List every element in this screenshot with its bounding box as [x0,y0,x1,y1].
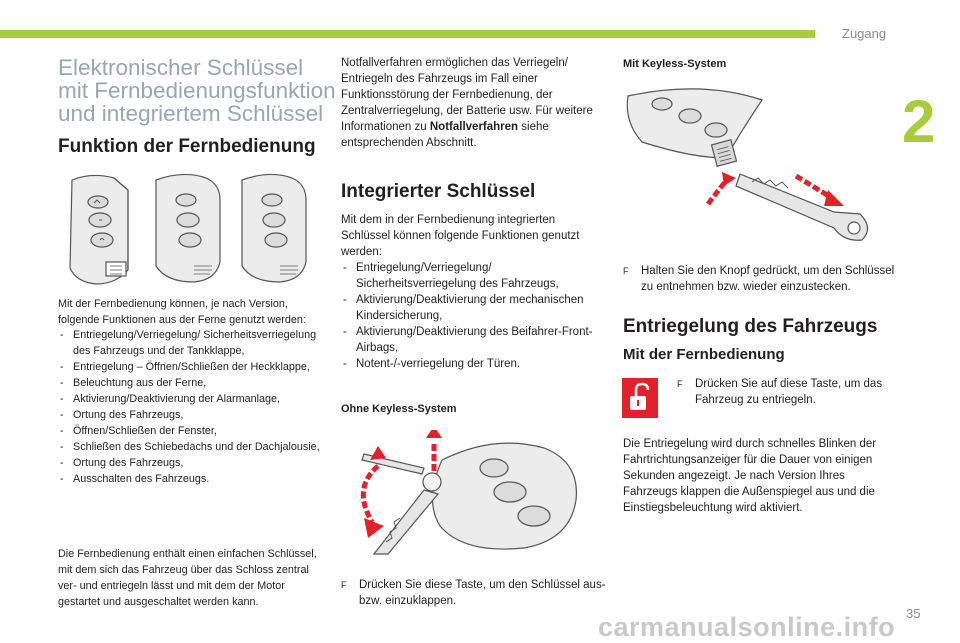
step-keyless-text: Halten Sie den Knopf gedrückt, um den Schlüssel zu entnehmen bzw. wieder einzustecken. [641,265,895,293]
title-line-3: und integriertem Schlüssel [58,101,324,126]
page-title [58,55,336,126]
list-item: - Beleuchtung aus der Ferne, [58,375,323,391]
emergency-info-text [341,55,603,151]
step-unlock-text: Drücken Sie auf diese Taste, um das Fahrzeug zu entriegeln. [695,378,883,406]
unlock-padlock-icon [622,378,658,418]
section-label: Zugang [842,26,887,41]
list-item: - Ortung des Fahrzeugs, [58,455,323,471]
checkbox-glyph-icon: F [341,580,347,590]
unlock-button-symbol [622,378,658,418]
heading-no-keyless: Ohne Keyless-System [341,403,457,415]
list-item: - Aktivierung/Deaktivierung der mechanischen Kindersicherung, [341,292,603,324]
heading-keyless: Mit Keyless-System [623,58,727,70]
emergency-info-a: Notfallverfahren ermöglichen das Verriegeln/ Entriegeln des Fahrzeugs im Fall einer Funktionsstörung der Fernbedienung, der Zentralverriegelung, der Batterie usw. Für weitere Informationen zu [341,57,593,133]
remote-keys-illustration [56,170,318,288]
list-item: - Öffnen/Schließen der Fenster, [58,423,323,439]
list-item: - Schließen des Schiebedachs und der Dachjalousie, [58,439,323,455]
emergency-info-b: siehe entsprechenden Abschnitt. [341,121,549,149]
remote-outro-text: Die Fernbedienung enthält einen einfachen Schlüssel, mit dem sich das Fahrzeug über das Schloss zentral ver- und entriegeln lässt und mit dem der Motor gestartet und ausgeschaltet werden kann. [58,548,317,608]
heading-unlock-vehicle: Entriegelung des Fahrzeugs [623,316,878,337]
watermark: carmanualsonline.info [598,612,896,642]
list-item: - Ausschalten des Fahrzeugs. [58,471,323,487]
unlock-info-text: Die Entriegelung wird durch schnelles Blinken der Fahrtrichtungsanzeiger für die Dauer von einigen Sekunden angezeigt. Je nach Version Ihres Fahrzeugs klappen die Außenspiegel aus und die Einstiegsbeleuchtung wird aktiviert. [623,438,877,514]
checkbox-glyph-icon: F [677,379,683,389]
list-item: - Entriegelung/Verriegelung/ Sicherheitsverriegelung des Fahrzeugs, [341,260,603,292]
list-item: - Entriegelung – Öffnen/Schließen der Heckklappe, [58,359,323,375]
keyless-key-removal-illustration [622,82,884,242]
page-number: 35 [906,606,921,621]
heading-integrated-key: Integrierter Schlüssel [341,181,536,202]
key-blade-fold-illustration [344,430,600,555]
step-keyless [623,263,903,295]
list-item: - Ortung des Fahrzeugs, [58,407,323,423]
heading-with-remote: Mit der Fernbedienung [623,346,785,363]
step-no-keyless-text: Drücken Sie diese Taste, um den Schlüssel aus- bzw. einzuklappen. [359,579,606,607]
heading-remote-function: Funktion der Fernbedienung [58,136,316,157]
list-item: - Notent-/-verriegelung der Türen. [341,356,603,372]
title-line-1: Elektronischer Schlüssel [58,55,304,80]
chapter-number: 2 [902,88,936,155]
remote-function-list [58,327,323,487]
title-line-2: mit Fernbedienungsfunktion [58,78,336,103]
integrated-intro-text: Mit dem in der Fernbedienung integrierten Schlüssel können folgende Funktionen genutzt werden: [341,214,580,258]
step-unlock [677,376,903,408]
list-item: - Entriegelung/Verriegelung/ Sicherheitsverriegelung des Fahrzeugs und der Tankklappe, [58,327,323,359]
remote-intro-text: Mit der Fernbedienung können, je nach Version, folgende Funktionen aus der Ferne genutzt werden: [58,298,306,326]
step-no-keyless [341,577,621,609]
list-item: - Aktivierung/Deaktivierung der Alarmanlage, [58,391,323,407]
emergency-info-bold: Notfallverfahren [429,121,519,133]
integrated-function-list [341,260,603,372]
checkbox-glyph-icon: F [623,266,629,276]
top-accent-bar [0,30,815,38]
list-item: - Aktivierung/Deaktivierung des Beifahrer-Front-Airbags, [341,324,603,356]
